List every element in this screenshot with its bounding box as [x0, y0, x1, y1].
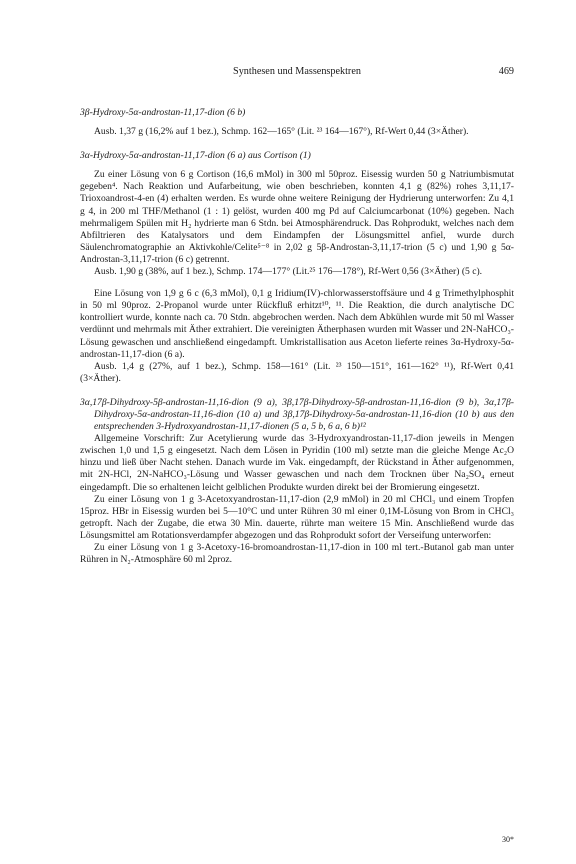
section-9-10 [80, 397, 514, 566]
paragraph: Eine Lösung von 1,9 g 6 c (6,3 mMol), 0,1 g Iridium(IV)-chlorwasserstoffsäure und 4 g Trimethylphosphit in 50 ml 90proz. 2-Propanol wurde unter Rückfluß erhitzt¹⁰, ¹¹. Die Reaktion, die durch analytische DC kontrolliert wurde, konnte nach ca. 70 Stdn. abgebrochen werden. Nach dem Abkühlen wurde mit 50 ml Wasser verdünnt und mehrmals mit Äther extrahiert. Die vereinigten Ätherphasen wurden mit Wasser und 2N-NaHCO₃-Lösung gewaschen und anschließend eingedampft. Umkristallisation aus Aceton lieferte reines 3α-Hydroxy-5α-androstan-11,17-dion (6 a). [80, 288, 514, 360]
section-6b [80, 107, 514, 138]
paragraph: Zu einer Lösung von 6 g Cortison (16,6 mMol) in 300 ml 50proz. Eisessig wurden 50 g Natriumbismutat gegeben⁴. Nach Reaktion und Aufarbeitung, wie oben beschrieben, konnten 4,1 g (82%) rohes 3,11,17-Trioxoandrost-4-en (4) erhalten werden. Es wurde ohne weitere Reinigung der Hydrierung unterworfen: Zu 4,1 g 4, in 200 ml THF/Methanol (1 : 1) gelöst, wurden 400 mg Pd auf Calciumcarbonat (10%) gegeben. Nach mehrmaligem Spülen mit H₂ hydrierte man 6 Stdn. bei Atmosphärendruck. Das Rohprodukt, welches nach dem Abfiltrieren des Katalysators und dem Eindampfen der Lösungsmittel anfiel, wurde durch Säulenchromatographie an Aktivkohle/Celite⁵⁻⁸ in 2,02 g 5β-Androstan-3,11,17-trion (5 c) und 1,90 g 5α-Androstan-3,11,17-trion (6 c) getrennt. [80, 169, 514, 265]
section-heading: 3α,17β-Dihydroxy-5β-androstan-11,16-dion (9 a), 3β,17β-Dihydroxy-5β-androstan-11,16-dion (9 b), 3α,17β-Dihydroxy-5α-androstan-11,16-dion (10 a) und 3β,17β-Dihydroxy-5α-androstan-11,16-dion (10 b) aus den entsprechenden 3-Hydroxyandrostan-11,17-dionen (5 a, 5 b, 6 a, 6 b)¹² [80, 396, 514, 433]
running-header [80, 66, 514, 80]
paragraph: Ausb. 1,90 g (38%, auf 1 bez.), Schmp. 174—177° (Lit.²⁵ 176—178°), Rf-Wert 0,56 (3×Äther) (5 c). [94, 266, 483, 278]
section-6a [80, 150, 514, 385]
paragraph: Ausb. 1,37 g (16,2% auf 1 bez.), Schmp. 162—165° (Lit. ²³ 164—167°), Rf-Wert 0,44 (3×Äther). [94, 126, 469, 138]
section-heading: 3β-Hydroxy-5α-androstan-11,17-dion (6 b) [80, 107, 246, 118]
paragraph: Zu einer Lösung von 1 g 3-Acetoxy-16-bromoandrostan-11,17-dion in 100 ml tert.-Butanol gab man unter Rühren in N₂-Atmosphäre 60 ml 2proz. [80, 542, 514, 566]
page-number: 469 [498, 66, 514, 77]
paragraph: Ausb. 1,4 g (27%, auf 1 bez.), Schmp. 158—161° (Lit. ²³ 150—151°, 161—162° ¹¹), Rf-Wert 0,41 (3×Äther). [80, 360, 514, 384]
sheet-signature: 30* [502, 835, 514, 844]
running-title: Synthesen und Massenspektren [233, 66, 361, 77]
paragraph: Allgemeine Vorschrift: Zur Acetylierung wurde das 3-Hydroxyandrostan-11,17-dion jeweils in Mengen zwischen 1,0 und 1,5 g eingesetzt. Nach dem Lösen in Pyridin (100 ml) setzte man die gleiche Menge Ac₂O hinzu und ließ über Nacht stehen. Danach wurde im Vak. eingedampft, der Rückstand in Äther aufgenommen, mit 2N-HCl, 2N-NaHCO₃-Lösung und Wasser gewaschen und nach dem Trocknen über Na₂SO₄ erneut eingedampft. Die so erhaltenen leicht gelblichen Produkte wurden direkt bei der Bromierung eingesetzt. [80, 433, 514, 493]
paragraph: Zu einer Lösung von 1 g 3-Acetoxyandrostan-11,17-dion (2,9 mMol) in 20 ml CHCl₃ und einem Tropfen 15proz. HBr in Eisessig wurden bei 5—10°C und unter Rühren 30 ml einer 0,1M-Lösung von Brom in CHCl₃ getropft. Nach der Zugabe, die etwa 30 Min. dauerte, rührte man weitere 15 Min. Anschließend wurde das Lösungsmittel am Rotationsverdampfer abgezogen und das Rohprodukt sofort der Verseifung unterworfen: [80, 493, 514, 541]
section-heading: 3α-Hydroxy-5α-androstan-11,17-dion (6 a) aus Cortison (1) [80, 150, 311, 162]
